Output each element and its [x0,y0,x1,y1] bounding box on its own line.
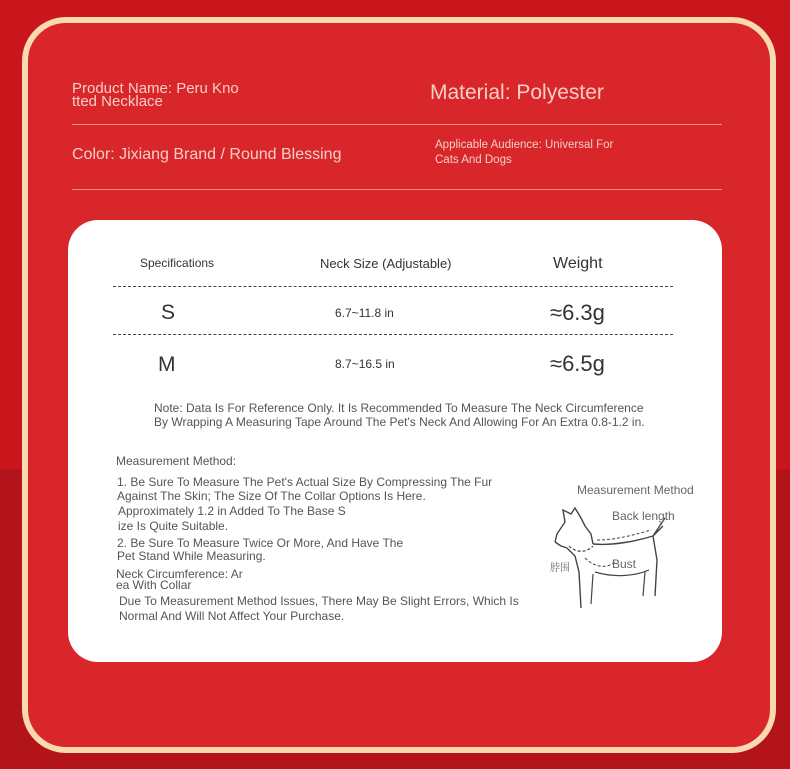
method-line-9: Due To Measurement Method Issues, There May Be Slight Errors, Which Is [119,594,519,608]
info-divider-1 [72,124,722,125]
note-line2: By Wrapping A Measuring Tape Around The Pet's Neck And Allowing For An Extra 0.8-1.2 in. [154,415,645,429]
method-title: Measurement Method: [116,454,237,468]
diagram-bust: Bust [612,557,637,571]
row-s-weight: ≈6.3g [550,300,605,325]
method-line-10: Normal And Will Not Affect Your Purchase. [119,609,345,623]
method-line-6: Pet Stand While Measuring. [117,549,266,563]
product-name-line1: Product Name: Peru Kno [72,80,239,97]
color-label: Color: Jixiang Brand / Round Blessing [72,146,342,163]
header-weight: Weight [553,255,603,272]
diagram-back-length: Back length [612,509,675,523]
row-m-size: M [158,353,176,376]
audience-line1: Applicable Audience: Universal For [435,139,614,151]
method-line-8: ea With Collar [116,578,192,592]
row-m-weight: ≈6.5g [550,351,605,376]
method-line-7: Neck Circumference: Ar [116,567,243,581]
method-line-4: ize Is Quite Suitable. [118,519,229,533]
note-line1: Note: Data Is For Reference Only. It Is Recommended To Measure The Neck Circumference [154,401,644,415]
row-s-size: S [161,301,176,324]
row-m-neck: 8.7~16.5 in [335,357,395,371]
row-s-neck: 6.7~11.8 in [335,306,394,320]
header-neck-size: Neck Size (Adjustable) [320,256,452,271]
diagram-neck-label: 脖围 [550,563,570,574]
header-specifications: Specifications [140,256,215,270]
product-name-line2: tted Necklace [72,93,163,110]
product-name [72,82,239,108]
material-label: Material: Polyester [430,81,604,104]
diagram-title: Measurement Method [577,483,694,497]
method-line-1: 1. Be Sure To Measure The Pet's Actual Size By Compressing The Fur [117,475,493,489]
method-line-3: Approximately 1.2 in Added To The Base S [118,504,346,518]
method-line-2: Against The Skin; The Size Of The Collar Options Is Here. [117,489,426,503]
table-divider-header [113,286,673,287]
info-divider-2 [72,189,722,190]
table-divider-row [113,334,673,335]
audience-label [435,138,613,168]
note-text [154,401,645,429]
method-line-5: 2. Be Sure To Measure Twice Or More, And Have The [117,536,404,550]
audience-line2: Cats And Dogs [435,154,512,166]
